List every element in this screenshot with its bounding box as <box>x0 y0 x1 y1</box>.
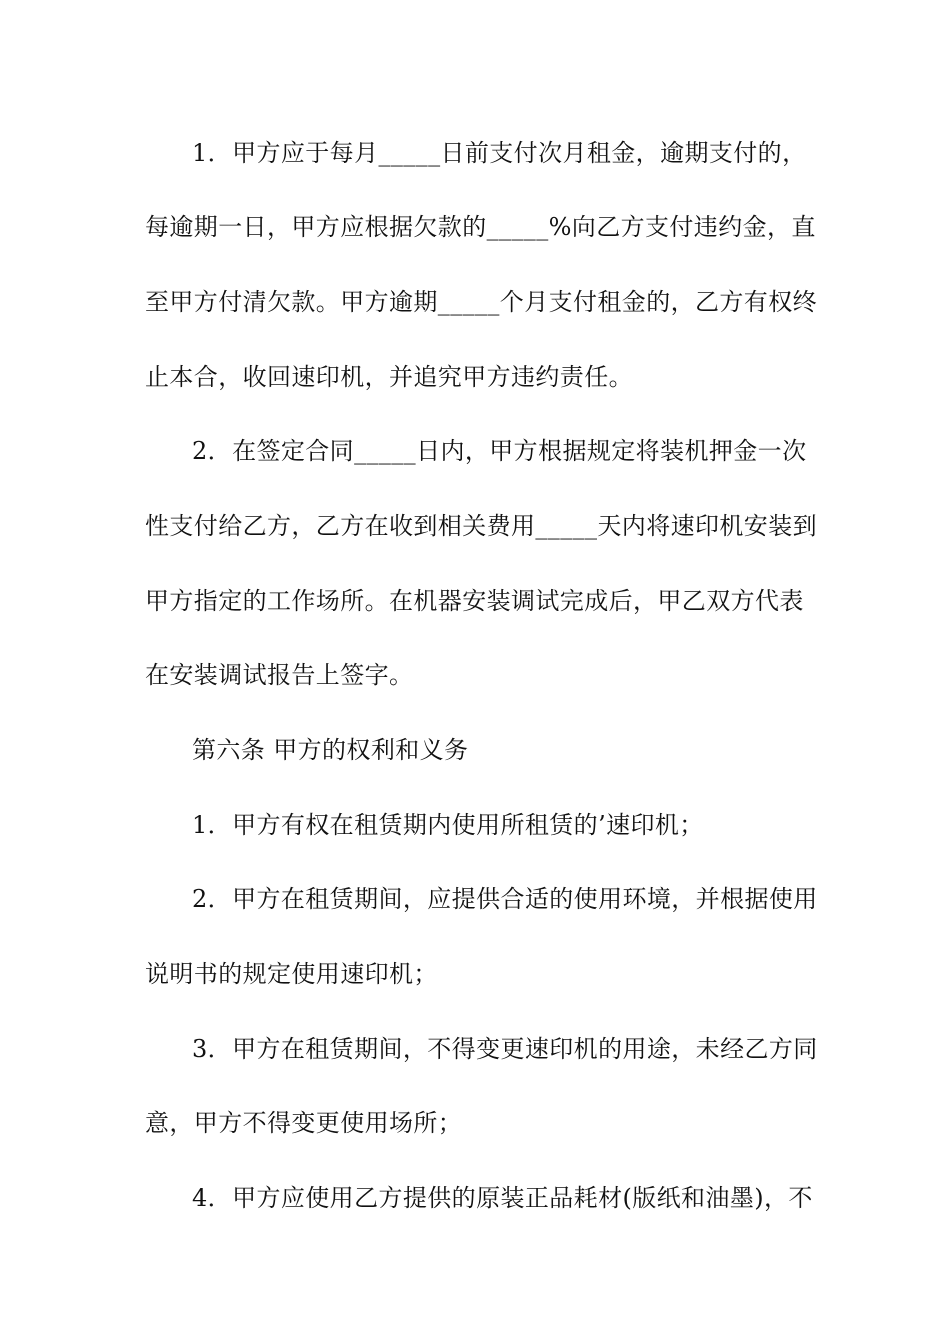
paragraph-line: 说明书的规定使用速印机； <box>145 960 438 988</box>
paragraph-line: 甲方指定的工作场所。在机器安装调试完成后，甲乙双方代表 <box>145 587 804 615</box>
paragraph-line: 每逾期一日，甲方应根据欠款的_____%向乙方支付违约金，直 <box>145 213 816 241</box>
paragraph-line: 2．在签定合同_____日内，甲方根据规定将装机押金一次 <box>192 437 807 465</box>
paragraph-line: 止本合，收回速印机，并追究甲方违约责任。 <box>145 363 633 391</box>
paragraph-line: 意，甲方不得变更使用场所； <box>145 1109 463 1137</box>
paragraph-line: 3．甲方在租赁期间，不得变更速印机的用途，未经乙方同 <box>192 1035 818 1063</box>
section-heading: 第六条 甲方的权利和义务 <box>192 736 469 764</box>
paragraph-line: 1．甲方应于每月_____日前支付次月租金，逾期支付的， <box>192 139 807 167</box>
paragraph-line: 2．甲方在租赁期间，应提供合适的使用环境，并根据使用 <box>192 885 818 913</box>
paragraph-line: 4．甲方应使用乙方提供的原装正品耗材(版纸和油墨)，不 <box>192 1184 813 1212</box>
paragraph-line: 性支付给乙方，乙方在收到相关费用_____天内将速印机安装到 <box>145 512 817 540</box>
paragraph-line: 1．甲方有权在租赁期内使用所租赁的’速印机； <box>192 811 704 839</box>
paragraph-line: 至甲方付清欠款。甲方逾期_____个月支付租金的，乙方有权终 <box>145 288 817 316</box>
paragraph-line: 在安装调试报告上签字。 <box>145 661 414 689</box>
